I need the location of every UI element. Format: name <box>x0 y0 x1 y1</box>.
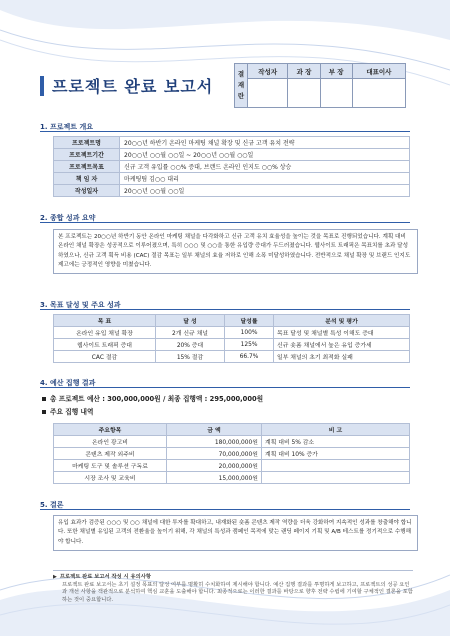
approval-writer: 작성자 <box>248 64 288 79</box>
overview-table <box>53 136 410 197</box>
section-divider <box>40 387 410 388</box>
approval-table <box>234 63 406 108</box>
section-title-overview: 1. 프로젝트 개요 <box>40 123 93 131</box>
table-row: 프로젝트기간 20○○년 ○○월 ○○일 ~ 20○○년 ○○월 ○○일 <box>54 149 410 161</box>
section-divider <box>40 222 410 223</box>
approval-manager: 과 장 <box>288 64 320 79</box>
summary-box: 본 프로젝트는 20○○년 하반기 동안 온라인 마케팅 채널을 다각화하고 신규 고객 유치 효율성을 높이는 것을 목표로 진행되었습니다. 계획 대비 온라인 채널 확장은 성공적으로 이루어졌으며, 특히 ○○○ 및 ○○을 통한 유입량 증대가 두드러졌습니다. 웹사이트 트래픽은 목표치를 초과 달성하였으나, 신규 고객 획득 비용 (CAC) 절감 목표는 일부 채널의 효율 저하로 인해 소폭 미달성하였습니다. 전반적으로 채널 확장 및 브랜드 인지도 제고에는 긍정적인 영향을 미쳤습니다. <box>53 229 418 274</box>
table-row: 프로젝트명 20○○년 하반기 온라인 마케팅 채널 확장 및 신규 고객 유치 전략 <box>54 137 410 149</box>
approval-sign-cell[interactable] <box>352 79 405 108</box>
approval-side-label: 결 재 란 <box>235 64 248 108</box>
budget-table <box>53 423 410 484</box>
section-title-goals: 3. 목표 달성 및 주요 성과 <box>40 301 121 309</box>
note-text: 프로젝트 완료 보고서는 초기 설정 목표의 달성 여부를 명확히 수치화하여 제시해야 합니다. 예산 집행 결과를 투명하게 보고하고, 프로젝트의 성공 요인과 개선 사항을 객관적으로 분석하여 핵심 교훈을 도출해야 합니다. 최종적으로는 이러한 결과를 바탕으로 향후 전략 수립에 기여할 구체적인 결론을 포함하는 것이 중요합니다. <box>62 581 413 603</box>
triangle-right-icon: ▶ <box>53 574 57 580</box>
table-row: 온라인 유입 채널 확장 2개 신규 채널 100% 목표 달성 및 채널별 특성 이해도 증대 <box>54 327 410 339</box>
table-row: 프로젝트목표 신규 고객 유입률 ○○% 증대, 브랜드 온라인 인지도 ○○% 상승 <box>54 161 410 173</box>
bullet-square-icon <box>42 397 46 401</box>
table-row: 작성일자 20○○년 ○○월 ○○일 <box>54 185 410 197</box>
title-accent-bar <box>40 76 44 96</box>
table-row: 웹사이트 트래픽 증대 20% 증대 125% 신규 숏폼 채널에서 높은 유입 증가세 <box>54 339 410 351</box>
goal-table <box>53 314 410 363</box>
approval-sign-cell[interactable] <box>288 79 320 108</box>
bullet-square-icon <box>42 410 46 414</box>
approval-sign-cell[interactable] <box>248 79 288 108</box>
approval-ceo: 대표이사 <box>352 64 405 79</box>
section-title-summary: 2. 종합 성과 요약 <box>40 214 96 222</box>
approval-sign-cell[interactable] <box>320 79 352 108</box>
conclusion-box: 유입 효과가 검증된 ○○○ 및 ○○ 채널에 대한 투자를 확대하고, 내재화된 숏폼 콘텐츠 제작 역량을 더욱 강화하여 지속적인 성과를 창출해야 합니다. 또한 채널별 유입된 고객의 전환율을 높이기 위해, 각 채널의 특성과 캠페인 목적에 맞는 랜딩 페이지 기획 및 A/B 테스트를 정기적으로 수행해야 합니다. <box>53 515 418 551</box>
table-row: 책 임 자 마케팅팀 김○○ 대리 <box>54 173 410 185</box>
section-divider <box>40 309 410 310</box>
table-row: 시장 조사 및 교육비 15,000,000원 <box>54 472 410 484</box>
table-row: 마케팅 도구 및 솔루션 구독료 20,000,000원 <box>54 460 410 472</box>
budget-total-line: 총 프로젝트 예산 : 300,000,000원 / 최종 집행액 : 295,000,000원 <box>42 393 263 403</box>
budget-detail-heading: 주요 집행 내역 <box>42 406 93 416</box>
page-title: 프로젝트 완료 보고서 <box>52 77 214 96</box>
table-row: CAC 절감 15% 절감 66.7% 일부 채널의 초기 최적화 실패 <box>54 351 410 363</box>
note-heading: 프로젝트 완료 보고서 작성 시 유의사항 <box>59 574 151 580</box>
table-row: 콘텐츠 제작 외주비 70,000,000원 계획 대비 10% 증가 <box>54 448 410 460</box>
approval-director: 부 장 <box>320 64 352 79</box>
section-divider <box>40 131 410 132</box>
table-header-row: 목 표 달 성 달성률 분석 및 평가 <box>54 315 410 327</box>
table-row: 온라인 광고비 180,000,000원 계획 대비 5% 감소 <box>54 436 410 448</box>
guideline-note <box>53 570 413 604</box>
table-header-row: 주요항목 금 액 비 고 <box>54 424 410 436</box>
section-title-conclusion: 5. 결론 <box>40 501 64 509</box>
section-divider <box>40 509 410 510</box>
section-title-budget: 4. 예산 집행 결과 <box>40 379 96 387</box>
